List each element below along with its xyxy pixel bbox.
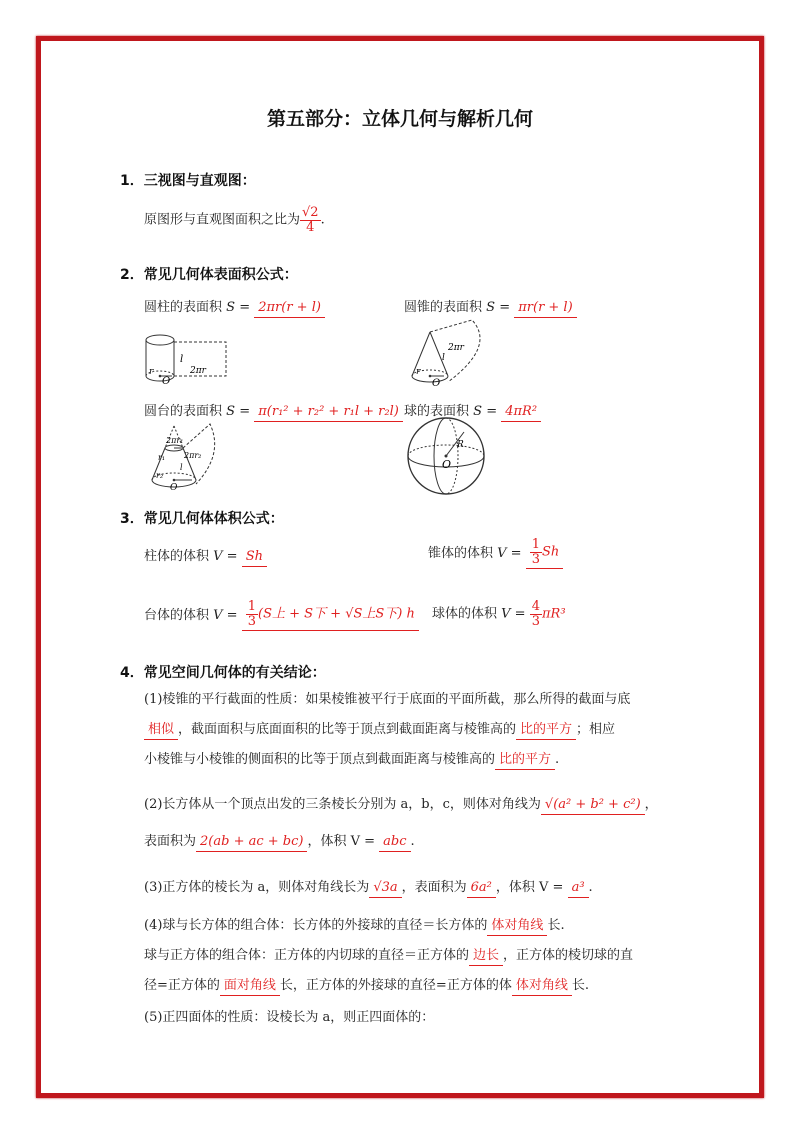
p2-answer-surface: 2(ab + ac + bc) <box>196 834 307 852</box>
p1-answer-similar: 相似 <box>144 722 178 740</box>
pyramid-fraction <box>530 538 542 566</box>
frustum-vol-frac-den: 3 <box>247 613 256 629</box>
page-border <box>36 36 764 1098</box>
p2-b-text: 表面积为 <box>144 834 197 849</box>
s1-frac-num: √2 <box>302 205 319 220</box>
cone-lhs: S = <box>486 300 511 315</box>
prism-label: 柱体的体积 <box>144 549 210 564</box>
p1-line-a: (1)棱锥的平行截面的性质：如果棱锥被平行于底面的平面所截，那么所得的截面与底 <box>144 692 631 707</box>
p4-line-c <box>144 974 589 993</box>
p1-b-tail: ；相应 <box>576 722 616 737</box>
p2-line-b <box>144 830 415 849</box>
p4-line-b <box>144 944 633 963</box>
p4-c-mid: 长，正方体的外接球的直径=正方体的体 <box>279 978 512 993</box>
cyl-fig-l: l <box>180 354 184 365</box>
p2-line-a <box>144 793 658 812</box>
s1-line <box>144 206 325 234</box>
p3-text: (3)正方体的棱长为 a，则体对角线长为 <box>144 880 370 895</box>
cone-fig-r: r <box>416 367 421 377</box>
p1-b-rest: ，截面面积与底面面积的比等于顶点到截面距离与棱锥高的 <box>178 722 517 737</box>
pyramid-frac-den: 3 <box>531 551 540 567</box>
frustum-vol-lhs: V = <box>213 608 238 624</box>
cyl-lhs: S = <box>226 300 251 315</box>
p2-b-mid: ，体积 V = <box>307 834 375 849</box>
frustum-volume-line <box>144 600 419 631</box>
frustum-lhs: S = <box>226 404 251 419</box>
p4-answer-body-diagonal-2: 体对角线 <box>512 978 572 996</box>
p4-c-tail: 长. <box>571 978 589 993</box>
p2-a-text: (2)长方体从一个顶点出发的三条棱长分别为 a，b，c，则体对角线为 <box>144 797 541 812</box>
cyl-fig-o: O <box>162 376 171 386</box>
sphere-fig-o: O <box>442 458 452 471</box>
p1-answer-ratio-square: 比的平方 <box>516 722 576 740</box>
p4-c-text: 径=正方体的 <box>144 978 220 993</box>
sphere-label: 球的表面积 <box>404 404 470 419</box>
p4-answer-face-diagonal: 面对角线 <box>220 978 280 996</box>
p3-line <box>144 876 593 895</box>
s1-frac-den: 4 <box>306 219 315 235</box>
p1-c-text: 小棱锥与小棱锥的侧面积的比等于顶点到截面距离与棱锥高的 <box>144 752 496 767</box>
p3-tail: . <box>588 880 593 895</box>
p4-b-tail: ，正方体的棱切球的直 <box>503 948 634 963</box>
cylinder-area-line <box>144 296 325 315</box>
pyramid-label: 锥体的体积 <box>428 546 494 562</box>
sphere-vol-fraction <box>530 600 542 628</box>
section-1-heading: 1．三视图与直观图： <box>120 173 256 189</box>
sphere-volume-line <box>432 600 566 628</box>
p1-c-tail: . <box>555 752 560 767</box>
s1-fraction <box>300 206 321 234</box>
frustum-fig-c1: 2πr₁ <box>166 436 184 445</box>
prism-volume-line <box>144 545 267 564</box>
prism-lhs: V = <box>213 549 238 564</box>
sphere-vol-lhs: V = <box>501 606 526 622</box>
sphere-answer: 4πR² <box>501 404 541 422</box>
s1-text: 原图形与直观图面积之比为 <box>144 212 301 228</box>
pyramid-lhs: V = <box>497 546 522 562</box>
frustum-area-line <box>144 400 403 419</box>
p1-answer-ratio-square-2: 比的平方 <box>495 752 555 770</box>
frustum-vol-answer: (S上 + S下 + √S上S下) h <box>258 606 415 622</box>
frustum-fig-r2: r₂ <box>156 471 164 480</box>
p2-answer-diagonal: √(a² + b² + c²) <box>541 797 645 815</box>
frustum-fig-c2: 2πr₂ <box>184 451 202 460</box>
cone-fig-o: O <box>432 378 441 389</box>
pyramid-answer: Sh <box>542 544 560 560</box>
p3-answer-surface: 6a² <box>467 880 496 898</box>
frustum-vol-fraction <box>246 600 258 628</box>
section-2-heading: 2．常见几何体表面积公式： <box>120 267 298 283</box>
p4-line-a <box>144 914 565 933</box>
cone-answer: πr(r + l) <box>514 300 576 318</box>
sphere-vol-frac-num: 4 <box>531 599 540 614</box>
cone-figure <box>404 316 500 390</box>
p4-b-text: 球与正方体的组合体：正方体的内切球的直径＝正方体的 <box>144 948 470 963</box>
p3-answer-volume: a³ <box>568 880 589 898</box>
cone-fig-c: 2πr <box>448 343 464 353</box>
frustum-fig-l: l <box>180 463 183 472</box>
p1-line-c <box>144 748 559 767</box>
p2-b-tail: . <box>410 834 415 849</box>
frustum-answer: π(r₁² + r₂² + r₁l + r₂l) <box>254 404 403 422</box>
cyl-fig-r: r <box>149 367 154 377</box>
frustum-fig-r1: r₁ <box>158 453 166 462</box>
sphere-figure <box>404 414 488 498</box>
page-title: 第五部分：立体几何与解析几何 <box>266 108 533 130</box>
cyl-fig-c: 2πr <box>190 366 206 376</box>
p2-answer-volume: abc <box>379 834 410 852</box>
section-4-heading: 4．常见空间几何体的有关结论： <box>120 665 326 681</box>
p3-mid2: ，体积 V = <box>495 880 564 895</box>
sphere-vol-answer: πR³ <box>542 606 566 622</box>
sphere-vol-label: 球体的体积 <box>432 606 498 622</box>
p3-mid1: ，表面积为 <box>401 880 467 895</box>
section-3-heading: 3．常见几何体体积公式： <box>120 511 284 527</box>
frustum-vol-label: 台体的体积 <box>144 608 210 624</box>
frustum-figure <box>140 420 230 492</box>
p5-line: (5)正四面体的性质：设棱长为 a，则正四面体的： <box>144 1010 435 1025</box>
cylinder-figure <box>140 332 232 386</box>
p2-a-tail: ， <box>644 797 658 812</box>
p4-answer-body-diagonal: 体对角线 <box>487 918 547 936</box>
cyl-label: 圆柱的表面积 <box>144 300 223 315</box>
prism-answer: Sh <box>242 549 267 567</box>
cone-area-line <box>404 296 577 315</box>
cone-label: 圆锥的表面积 <box>404 300 483 315</box>
sphere-fig-r: R <box>457 440 464 450</box>
pyramid-frac-num: 1 <box>531 537 540 552</box>
frustum-vol-frac-num: 1 <box>247 599 256 614</box>
sphere-vol-frac-den: 3 <box>531 613 540 629</box>
p3-answer-diagonal: √3a <box>369 880 401 898</box>
pyramid-volume-line <box>428 538 563 569</box>
cone-fig-l: l <box>442 353 445 363</box>
p4-a-text: (4)球与长方体的组合体：长方体的外接球的直径＝长方体的 <box>144 918 488 933</box>
p4-answer-edge: 边长 <box>469 948 503 966</box>
frustum-fig-o: O <box>170 483 178 492</box>
p1-line-b <box>144 718 615 737</box>
p4-a-tail: 长. <box>547 918 565 933</box>
s1-tail: . <box>320 212 325 228</box>
sphere-lhs: S = <box>473 404 498 419</box>
cyl-answer: 2πr(r + l) <box>254 300 325 318</box>
frustum-label: 圆台的表面积 <box>144 404 223 419</box>
